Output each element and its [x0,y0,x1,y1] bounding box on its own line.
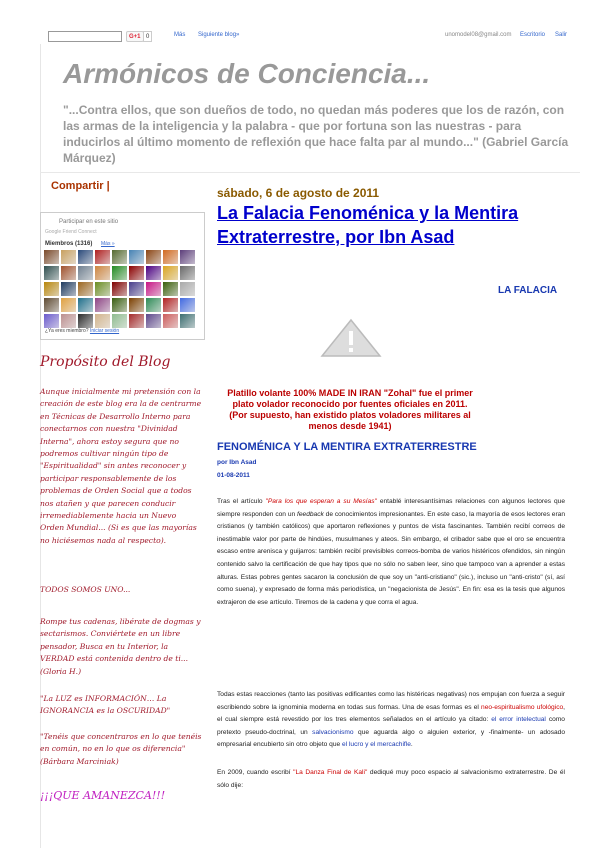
rompe-cadenas-quote: Rompe tus cadenas, libérate de dogmas y sectarismos. Conviértete en un libre pensador, Busca en tu Interior, la VERDAD está contenida dentro de ti... (Gloria H.) [40,617,201,676]
member-avatar[interactable] [146,266,161,280]
p2-text-d: que aguarda algo o alguien exterior, y -finalmente- un adosado empresarial encubierto sin otro objeto que [217,728,565,749]
member-avatar[interactable] [180,266,195,280]
member-avatar[interactable] [95,314,110,328]
member-avatar[interactable] [95,298,110,312]
p2-text-c: como pretexto pseudo-doctrinal, un [217,716,565,736]
friend-connect-widget [40,212,205,340]
member-avatar[interactable] [163,282,178,296]
salvacionismo-link[interactable]: salvacionismo [312,728,354,736]
member-avatar[interactable] [44,298,59,312]
member-avatar-grid [44,250,204,328]
member-avatar[interactable] [129,250,144,264]
member-avatar[interactable] [95,266,110,280]
member-avatar[interactable] [44,250,59,264]
post-date: sábado, 6 de agosto de 2011 [217,186,380,200]
member-avatar[interactable] [163,298,178,312]
member-avatar[interactable] [112,314,127,328]
member-avatar[interactable] [61,298,76,312]
paragraph-3 [217,767,565,792]
gfc-subtitle: Google Friend Connect [45,229,97,235]
member-avatar[interactable] [129,282,144,296]
gfc-join-link[interactable]: Participar en este sitio [59,219,119,225]
p1-text-c: de conocimientos impresionantes. En este caso, la mayoría de esos lectores eran cristianos (y también católicos) que aportaron reflexiones y puntos de vista fascinantes. También recibí correos de inestimable valor por parte de hindúes, musulmanes y ateos. Sin embargo, el cribador sabe que el oro se encuentra escaso entre arenisca y guijarros: también recibí previsibles correos-bomba de varios histéricos ofendidos, sin ningún contenido salvo la certificación de que hay tipos que no sólo no saben leer, sino que tampoco van a aprender a estas alturas. Estas pobres gentes sacaron la conclusión de que soy un "anti-cristiano" (sic.), incluso un "anti-cristo" (sí, así como suena), y expresado de forma más periodística, un "negacionista de Jesús". En fin: esa es la tesis que algunos extrajeron de ese artículo. Tiremos de la cadena y que corra el agua. [217,510,565,606]
member-avatar[interactable] [78,250,93,264]
member-avatar[interactable] [129,266,144,280]
search-input[interactable] [48,31,122,42]
image-caption: Platillo volante 100% MADE IN IRAN "Zohal" fue el primer plato volador reconocido por fuentes oficiales en 2011. (Por supuesto, han existido platos voladores militares al menos desde 1941) [227,388,473,431]
p1-text-a: Tras el artículo [217,498,266,505]
gfc-question-text: ¿Ya eres miembro? [45,328,89,334]
blog-description: "...Contra ellos, que son dueños de todo, no quedan más poderes que los de razón, con las armas de la inteligencia y la palabra - que por fortuna son las nuestras - para inducirlos al último momento de reflexión que hace falta par al mundo..." (Gabriel García Márquez) [63,103,569,165]
post-title[interactable]: La Falacia Fenoménica y la Mentira Extraterrestre, por Ibn Asad [217,203,519,247]
more-link[interactable]: Más [174,32,186,38]
user-email: unomodel08@gmail.com [445,32,512,38]
member-avatar[interactable] [180,314,195,328]
que-amanezca: ¡¡¡QUE AMANEZCA!!! [40,789,166,802]
error-intelectual-link[interactable]: el error intelectual [491,716,546,724]
next-blog-link[interactable]: Siguiente blog» [198,32,240,38]
p1-text-b: entablé interesantísimas relaciones con algunos lectores que siempre responden con un [217,498,565,518]
p2-text-e: . [410,741,413,749]
p3-text-b: dediqué muy poco espacio al salvacionismo extraterrestre. De él sólo dije: [217,769,565,789]
member-avatar[interactable] [61,266,76,280]
member-avatar[interactable] [95,282,110,296]
dashboard-link[interactable]: Escritorio [520,32,546,38]
gfc-members-count: Miembros (1316) [45,241,93,247]
member-avatar[interactable] [44,266,59,280]
share-button[interactable]: Compartir | [51,180,110,192]
blogger-navbar [0,0,600,44]
la-falacia-label: LA FALACIA [498,285,558,296]
post-date-small: 01-08-2011 [217,472,250,479]
member-avatar[interactable] [61,282,76,296]
member-avatar[interactable] [78,314,93,328]
blog-title[interactable]: Armónicos de Conciencia... [63,58,431,89]
member-avatar[interactable] [61,314,76,328]
lucro-link[interactable]: el lucro y el mercachifle [342,741,411,749]
mesias-article-link[interactable]: "Para los que esperan a su Mesías" [265,498,377,505]
p2-text-a: Todas estas reacciones (tanto las positivas edificantes como las histéricas negativas) nos empujan con fuerza a seguir escribiendo sobre la ignominia moderna en todas sus formas. Una de esas formas es el [217,691,565,711]
member-avatar[interactable] [146,314,161,328]
danza-kali-link[interactable]: "La Danza Final de Kali" [293,769,368,776]
post-author: por Ibn Asad [217,459,257,466]
plus-one-count: 0 [143,31,152,42]
member-avatar[interactable] [112,282,127,296]
member-avatar[interactable] [146,250,161,264]
member-avatar[interactable] [163,314,178,328]
paragraph-1 [217,496,565,609]
todos-somos-uno: TODOS SOMOS UNO... [40,585,131,594]
gfc-login-link[interactable]: Iniciar sesión [89,328,120,334]
member-avatar[interactable] [78,282,93,296]
marciniak-quote: "Tenéis que concentraros en lo que tenéis en común, no en lo que os diferencia" (Bárbara Marciniak) [40,732,202,766]
member-avatar[interactable] [112,250,127,264]
member-avatar[interactable] [180,282,195,296]
gfc-member-question [45,328,119,334]
logout-link[interactable]: Salir [555,32,568,38]
broken-image-icon [320,318,382,358]
member-avatar[interactable] [61,250,76,264]
member-avatar[interactable] [180,250,195,264]
member-avatar[interactable] [146,298,161,312]
member-avatar[interactable] [180,298,195,312]
luz-quote: "La LUZ es INFORMACIÓN… La IGNORANCIA es la OSCURIDAD" [40,694,171,716]
member-avatar[interactable] [112,266,127,280]
member-avatar[interactable] [78,298,93,312]
neo-espiritualismo-link[interactable]: neo-espiritualismo ufológico [481,703,564,711]
member-avatar[interactable] [95,250,110,264]
paragraph-2 [217,689,565,752]
member-avatar[interactable] [163,266,178,280]
member-avatar[interactable] [44,282,59,296]
member-avatar[interactable] [129,298,144,312]
p3-text-a: En 2009, cuando escribí [217,769,294,776]
purpose-heading: Propósito del Blog [40,354,171,370]
member-avatar[interactable] [78,266,93,280]
p2-text-b: , el cual siempre está revestido por los tres elementos señalados en el artículo ya citado: [217,703,566,724]
gfc-more-link[interactable]: Más » [101,241,115,247]
member-avatar[interactable] [146,282,161,296]
member-avatar[interactable] [129,314,144,328]
purpose-text: Aunque inicialmente mi pretensión con la creación de este blog era la de centrarme en Técnicas de Desarrollo Interno para conectarnos con nuestra "Divinidad Interna", ahora estoy segura que no podremos cultivar ningún tipo de "Espiritualidad" sin antes reconocer y participar responsablemente de los problemas de Orden Social que a todos nos atañen y que parecen conducir irremediablemente hacia un Nuevo Orden Mundial... (Si es que las mayorías no hiciésemos nada al respecto). [40,387,202,545]
p1-feedback: feedback [297,510,324,518]
member-avatar[interactable] [163,250,178,264]
post-subheading: FENOMÉNICA Y LA MENTIRA EXTRATERRESTRE [217,441,477,453]
header-divider [40,172,580,173]
member-avatar[interactable] [44,314,59,328]
member-avatar[interactable] [112,298,127,312]
google-plus-one-button[interactable]: G+1 [126,31,144,42]
